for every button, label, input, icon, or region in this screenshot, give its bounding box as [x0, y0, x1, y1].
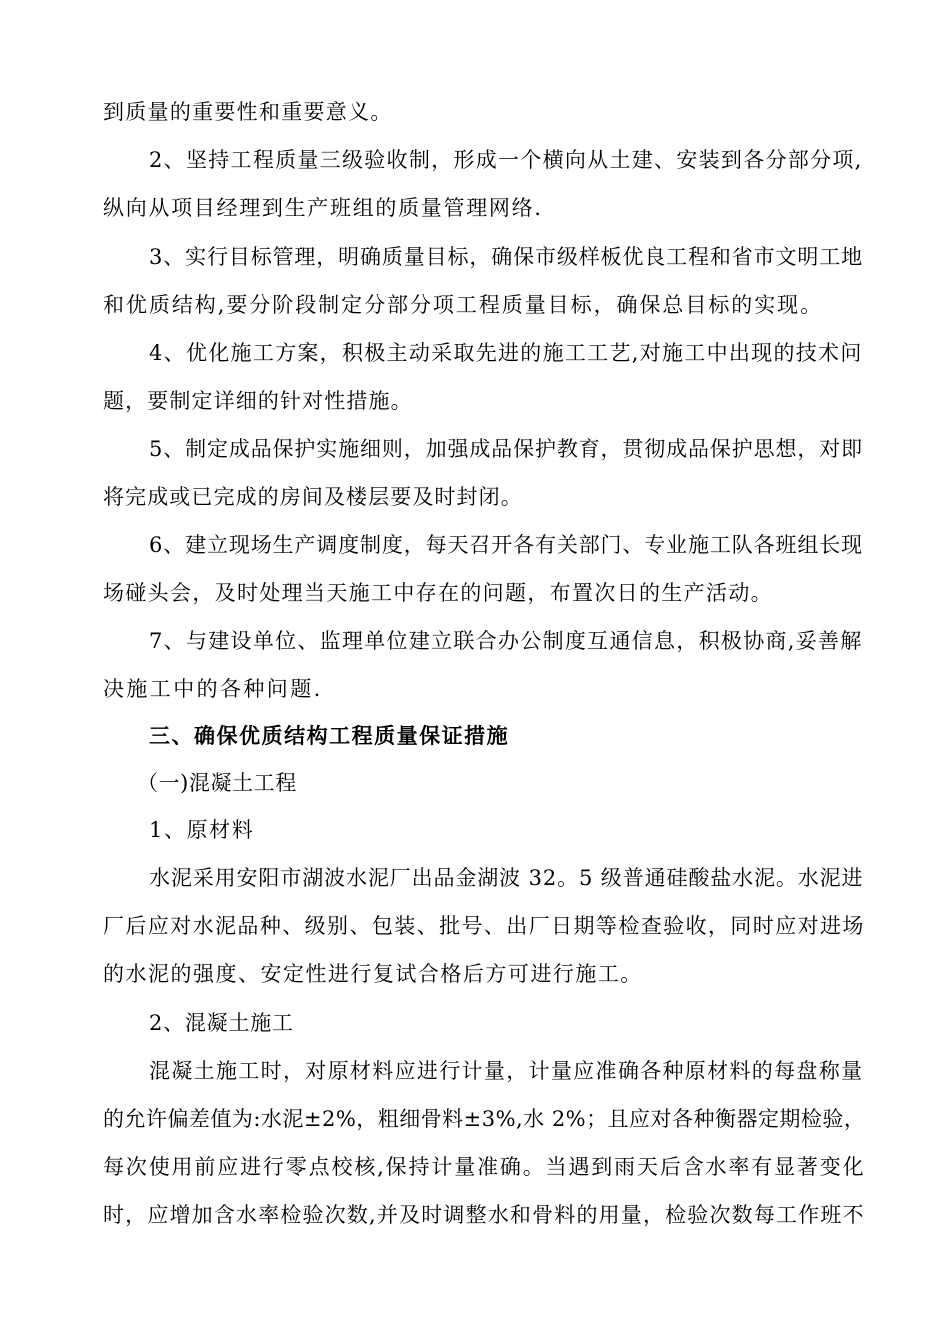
subsection-heading: （一)混凝土工程	[137, 771, 297, 795]
item-heading-concrete: 2、混凝土施工	[149, 1011, 294, 1035]
text-line-8: 5、制定成品保护实施细则，加强成品保护教育，贯彻成品保护思想，对即	[149, 437, 863, 461]
text-line-2: 2、坚持工程质量三级验收制，形成一个横向从土建、安装到各分部分项,	[149, 148, 863, 172]
text-line-13: 决施工中的各种问题.	[103, 677, 323, 701]
section-heading: 三、确保优质结构工程质量保证措施	[149, 723, 510, 748]
text-line-23: 每次使用前应进行零点校核,保持计量准确。当遇到雨天后含水率有显著变化	[103, 1155, 866, 1179]
text-line-3: 纵向从项目经理到生产班组的质量管理网络.	[103, 196, 543, 220]
text-line-6: 4、优化施工方案，积极主动采取先进的施工工艺,对施工中出现的技术问	[149, 341, 863, 365]
text-line-11: 场碰头会，及时处理当天施工中存在的问题，布置次日的生产活动。	[103, 581, 773, 605]
text-line-22: 的允许偏差值为:水泥±2%，粗细骨料±3%,水 2%；且应对各种衡器定期检验，	[103, 1107, 866, 1131]
text-line-9: 将完成或已完成的房间及楼层要及时封闭。	[103, 485, 523, 509]
text-line-4: 3、实行目标管理，明确质量目标，确保市级样板优良工程和省市文明工地	[149, 245, 863, 269]
text-line-18: 厂后应对水泥品种、级别、包装、批号、出厂日期等检查验收，同时应对进场	[103, 914, 865, 938]
text-line-1: 到质量的重要性和重要意义。	[103, 100, 393, 124]
text-line-7: 题，要制定详细的针对性措施。	[103, 389, 413, 413]
text-line-17: 水泥采用安阳市湖波水泥厂出品金湖波 32。5 级普通硅酸盐水泥。水泥进	[149, 866, 864, 890]
text-line-12: 7、与建设单位、监理单位建立联合办公制度互通信息，积极协商,妥善解	[149, 629, 863, 653]
text-line-5: 和优质结构,要分阶段制定分部分项工程质量目标，确保总目标的实现。	[103, 293, 824, 317]
text-line-10: 6、建立现场生产调度制度，每天召开各有关部门、专业施工队各班组长现	[149, 533, 863, 557]
item-heading-raw-materials: 1、原材料	[149, 818, 255, 842]
text-line-24: 时，应增加含水率检验次数,并及时调整水和骨料的用量，检验次数每工作班不	[103, 1203, 865, 1227]
text-line-19: 的水泥的强度、安定性进行复试合格后方可进行施工。	[103, 962, 643, 986]
text-line-21: 混凝土施工时，对原材料应进行计量，计量应准确各种原材料的每盘称量	[149, 1059, 864, 1083]
